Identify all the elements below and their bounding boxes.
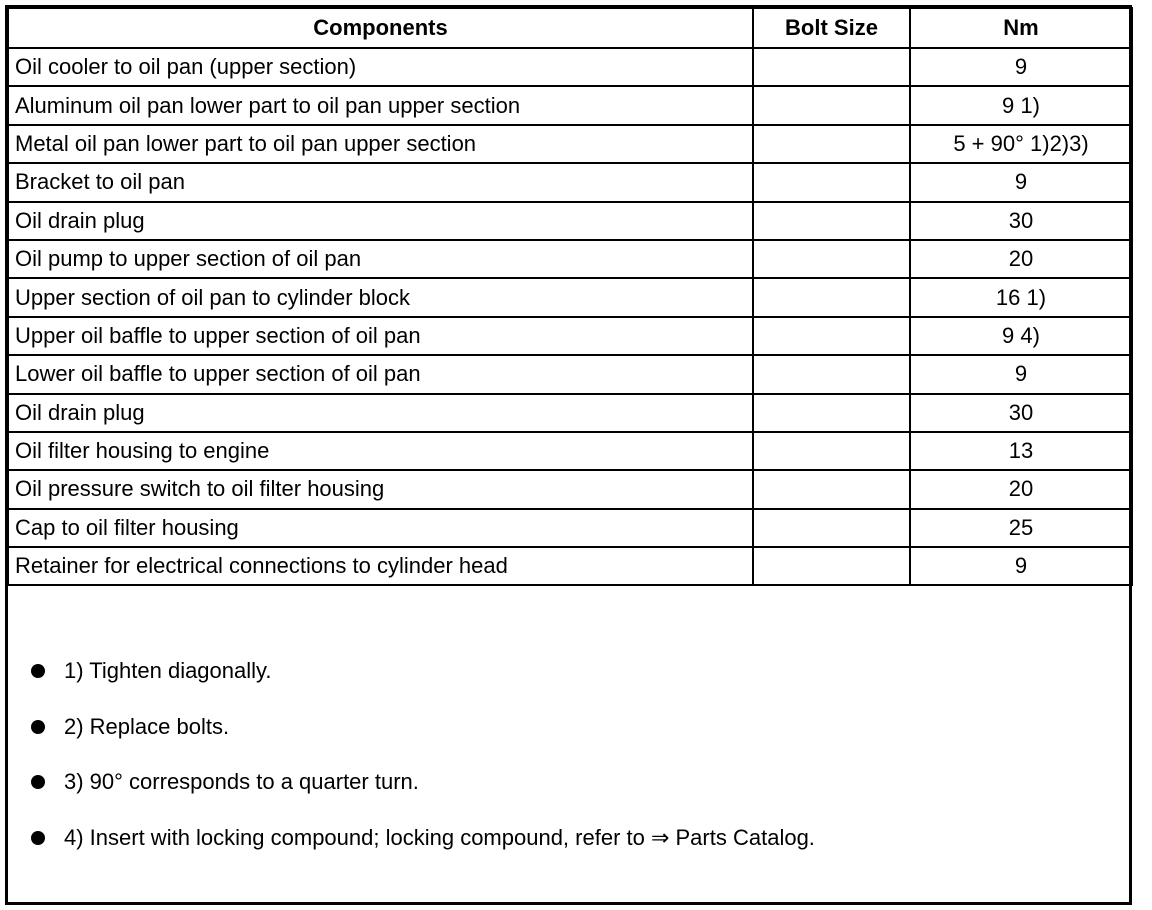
bolt-size-cell <box>753 240 910 278</box>
component-cell: Cap to oil filter housing <box>8 509 753 547</box>
bullet-icon <box>31 720 45 734</box>
table-row <box>8 86 1132 124</box>
bolt-size-cell <box>753 470 910 508</box>
component-cell: Aluminum oil pan lower part to oil pan upper section <box>8 86 753 124</box>
table-row <box>8 470 1132 508</box>
bolt-size-cell <box>753 317 910 355</box>
header-components: Components <box>8 8 753 48</box>
table-row <box>8 202 1132 240</box>
table-row <box>8 432 1132 470</box>
table-row <box>8 547 1132 585</box>
torque-cell: 9 4) <box>910 317 1132 355</box>
component-cell: Oil pump to upper section of oil pan <box>8 240 753 278</box>
bolt-size-cell <box>753 86 910 124</box>
component-cell: Upper section of oil pan to cylinder block <box>8 278 753 316</box>
table-row <box>8 355 1132 393</box>
component-cell: Oil drain plug <box>8 202 753 240</box>
component-cell: Lower oil baffle to upper section of oil pan <box>8 355 753 393</box>
table-header-row <box>8 8 1132 48</box>
component-cell: Oil drain plug <box>8 394 753 432</box>
component-cell: Bracket to oil pan <box>8 163 753 201</box>
torque-cell: 9 <box>910 547 1132 585</box>
bolt-size-cell <box>753 432 910 470</box>
bolt-size-cell <box>753 394 910 432</box>
footnote-item <box>28 709 815 765</box>
component-cell: Oil cooler to oil pan (upper section) <box>8 48 753 86</box>
bolt-size-cell <box>753 48 910 86</box>
table-row <box>8 240 1132 278</box>
table-body <box>8 48 1132 585</box>
footnotes-list <box>28 653 815 875</box>
component-cell: Metal oil pan lower part to oil pan upper section <box>8 125 753 163</box>
footnote-item <box>28 820 815 876</box>
component-cell: Oil pressure switch to oil filter housing <box>8 470 753 508</box>
header-bolt-size: Bolt Size <box>753 8 910 48</box>
footnote-text: 4) Insert with locking compound; locking compound, refer to ⇒ Parts Catalog. <box>64 824 815 850</box>
bolt-size-cell <box>753 202 910 240</box>
torque-cell: 9 <box>910 48 1132 86</box>
torque-spec-frame <box>5 5 1132 905</box>
bolt-size-cell <box>753 547 910 585</box>
header-nm: Nm <box>910 8 1132 48</box>
table-row <box>8 394 1132 432</box>
torque-cell: 9 <box>910 163 1132 201</box>
bolt-size-cell <box>753 355 910 393</box>
torque-cell: 30 <box>910 202 1132 240</box>
bolt-size-cell <box>753 125 910 163</box>
torque-cell: 25 <box>910 509 1132 547</box>
component-cell: Upper oil baffle to upper section of oil pan <box>8 317 753 355</box>
torque-cell: 16 1) <box>910 278 1132 316</box>
component-cell: Retainer for electrical connections to cylinder head <box>8 547 753 585</box>
table-row <box>8 125 1132 163</box>
footnote-item <box>28 653 815 709</box>
torque-spec-table <box>7 7 1133 586</box>
torque-cell: 9 <box>910 355 1132 393</box>
footnote-text: 1) Tighten diagonally. <box>64 658 272 683</box>
footnote-text: 2) Replace bolts. <box>64 713 230 739</box>
table-row <box>8 317 1132 355</box>
torque-cell: 9 1) <box>910 86 1132 124</box>
bolt-size-cell <box>753 163 910 201</box>
table-row <box>8 163 1132 201</box>
bullet-icon <box>31 775 45 789</box>
torque-cell: 5 + 90° 1)2)3) <box>910 125 1132 163</box>
torque-cell: 20 <box>910 470 1132 508</box>
table-row <box>8 509 1132 547</box>
component-cell: Oil filter housing to engine <box>8 432 753 470</box>
torque-cell: 13 <box>910 432 1132 470</box>
table-row <box>8 278 1132 316</box>
torque-cell: 30 <box>910 394 1132 432</box>
bullet-icon <box>31 831 45 845</box>
footnote-text: 3) 90° corresponds to a quarter turn. <box>64 769 419 794</box>
table-row <box>8 48 1132 86</box>
bullet-icon <box>31 664 45 678</box>
bolt-size-cell <box>753 509 910 547</box>
footnote-item <box>28 764 815 820</box>
bolt-size-cell <box>753 278 910 316</box>
torque-cell: 20 <box>910 240 1132 278</box>
